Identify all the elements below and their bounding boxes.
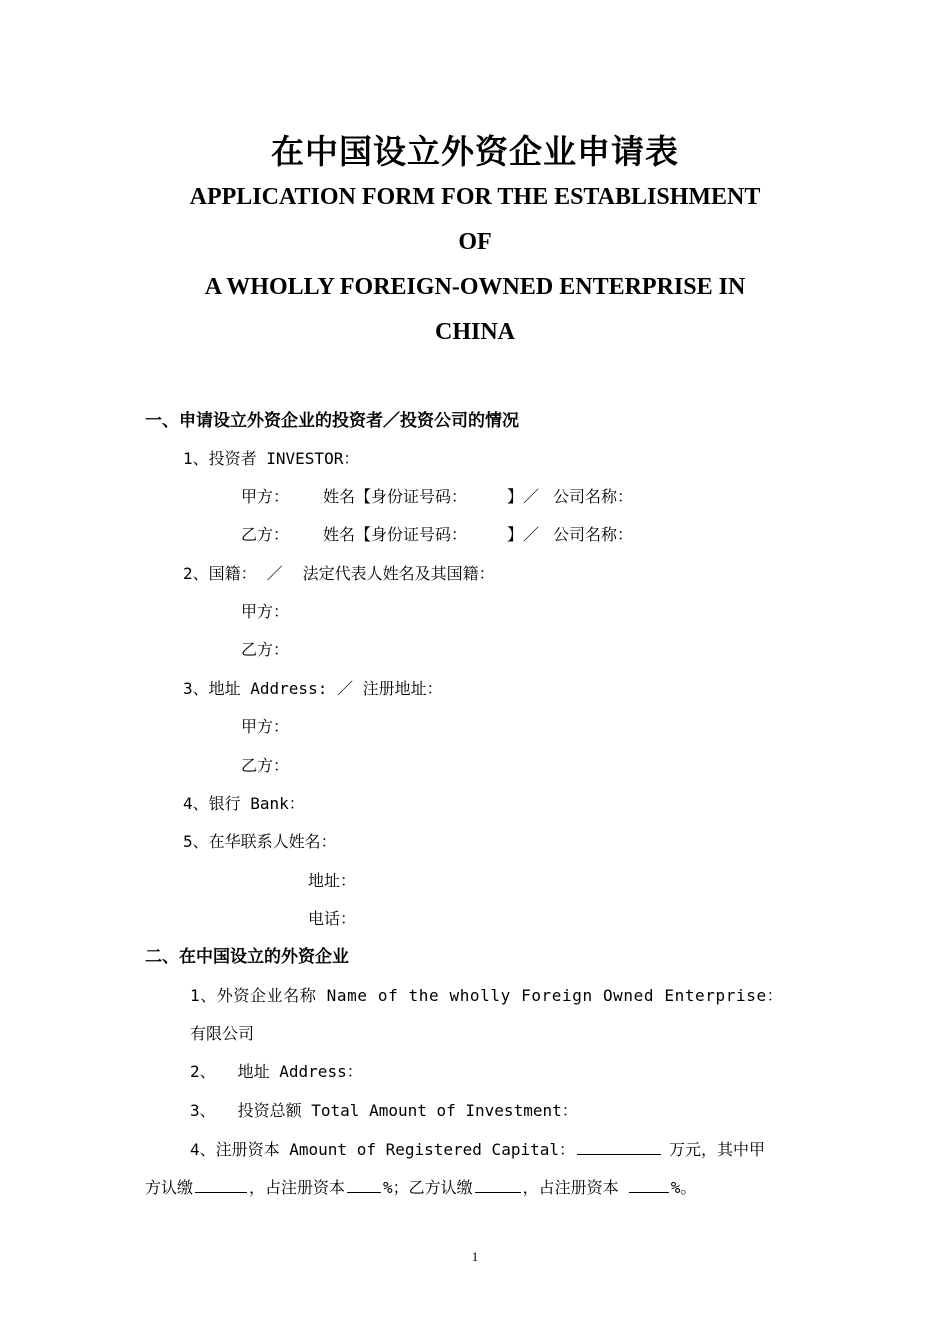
investor-party-b-row — [241, 524, 633, 546]
registered-capital-label: 4、注册资本 Amount of Registered Capital： — [190, 1140, 575, 1159]
nationality-label: 2、国籍： — [183, 564, 257, 583]
enterprise-address-row — [190, 1061, 363, 1083]
title-english-line-3: A WHOLLY FOREIGN-OWNED ENTERPRISE IN — [204, 274, 746, 300]
enterprise-name-suffix: 有限公司 — [190, 1024, 255, 1043]
contact-name-label: 5、在华联系人姓名： — [183, 832, 337, 851]
legal-rep-label: 法定代表人姓名及其国籍： — [302, 564, 495, 583]
registered-capital-row — [190, 1138, 765, 1161]
contact-phone-label: 电话： — [308, 909, 357, 928]
total-investment-label: 投资总额 Total Amount of Investment： — [237, 1101, 578, 1120]
address-label: 3、地址 Address: ／ 注册地址： — [183, 679, 443, 698]
party-b-label: 乙方： — [241, 525, 290, 544]
item-3-number: 3、 — [190, 1101, 216, 1120]
enterprise-name-label: 1、外资企业名称 Name of the wholly Foreign Owned Enterprise： — [190, 986, 784, 1005]
party-b-subscribe-label: %；乙方认缴 — [383, 1178, 473, 1197]
investor-party-a-row — [241, 486, 633, 508]
address-party-b: 乙方： — [241, 756, 290, 775]
party-a-subscribe-blank[interactable] — [195, 1176, 247, 1193]
registered-capital-blank[interactable] — [577, 1138, 661, 1155]
section-1-heading: 一、申请设立外资企业的投资者／投资公司的情况 — [145, 411, 519, 431]
investor-label: 1、投资者 INVESTOR： — [183, 449, 360, 468]
party-a-subscribe-label: 方认缴 — [145, 1178, 194, 1197]
name-id-label: 姓名【身份证号码： — [323, 487, 468, 506]
nationality-party-a: 甲方： — [241, 602, 290, 621]
party-b-subscribe-blank[interactable] — [475, 1176, 521, 1193]
contact-address-label: 地址： — [308, 871, 357, 890]
page-number: 1 — [471, 1249, 479, 1264]
name-id-label: 姓名【身份证号码： — [323, 525, 468, 544]
section-2-heading: 二、在中国设立的外资企业 — [145, 947, 349, 967]
company-name-label: 公司名称： — [553, 487, 634, 506]
title-english-line-4: CHINA — [434, 319, 515, 345]
address-party-a: 甲方： — [241, 717, 290, 736]
bracket-close: 】／ — [507, 525, 540, 544]
bank-label: 4、银行 Bank： — [183, 794, 305, 813]
party-b-share-blank[interactable] — [629, 1176, 669, 1193]
title-chinese: 在中国设立外资企业申请表 — [271, 132, 679, 171]
capital-split-row — [145, 1176, 696, 1199]
company-name-label: 公司名称： — [553, 525, 634, 544]
nationality-slash: ／ — [266, 564, 283, 583]
enterprise-address-label: 地址 Address： — [237, 1062, 363, 1081]
bracket-close: 】／ — [507, 487, 540, 506]
total-investment-row — [190, 1100, 578, 1122]
title-english-line-1: APPLICATION FORM FOR THE ESTABLISHMENT — [189, 184, 761, 210]
item-2-number: 2、 — [190, 1062, 216, 1081]
party-a-share-label: ，占注册资本 — [249, 1178, 346, 1197]
party-a-share-blank[interactable] — [347, 1176, 381, 1193]
registered-capital-unit: 万元，其中甲 — [669, 1140, 766, 1159]
nationality-party-b: 乙方： — [241, 640, 290, 659]
title-english-line-2: OF — [458, 229, 492, 255]
party-a-label: 甲方： — [241, 487, 290, 506]
party-b-share-label: ，占注册资本 — [522, 1178, 619, 1197]
nationality-row — [183, 563, 495, 585]
percent-end: %。 — [670, 1178, 697, 1197]
